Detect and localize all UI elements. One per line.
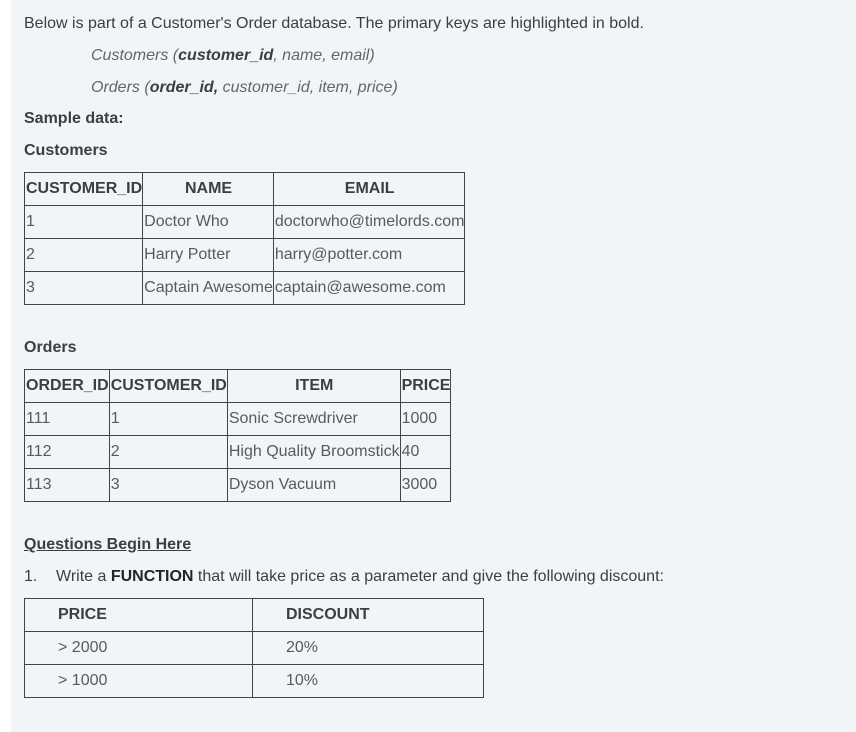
table-cell: captain@awesome.com: [273, 272, 465, 305]
table-row: [25, 632, 484, 665]
question-1: 1. Write a FUNCTION that will take price as a parameter and give the following discount:: [24, 568, 664, 585]
table-cell: 20%: [253, 632, 484, 665]
schema-customers: Customers (customer_id, name, email): [91, 47, 375, 64]
table-cell: 112: [25, 436, 110, 469]
table-cell: 3: [109, 469, 227, 502]
column-header: CUSTOMER_ID: [25, 173, 143, 206]
table-row: [25, 665, 484, 698]
column-header: ORDER_ID: [25, 370, 110, 403]
table-cell: 113: [25, 469, 110, 502]
sample-data-label: Sample data:: [24, 110, 124, 127]
table-row: [25, 403, 451, 436]
table-header-row: [25, 173, 465, 206]
customers-table: [24, 172, 465, 305]
column-header: ITEM: [227, 370, 400, 403]
table-cell: 3: [25, 272, 143, 305]
table-row: [25, 206, 465, 239]
column-header: CUSTOMER_ID: [109, 370, 227, 403]
table-row: [25, 469, 451, 502]
table-cell: 1000: [400, 403, 451, 436]
table-cell: 40: [400, 436, 451, 469]
table-cell: Dyson Vacuum: [227, 469, 400, 502]
schema-orders: Orders (order_id, customer_id, item, price): [91, 79, 398, 96]
table-cell: 1: [109, 403, 227, 436]
column-header: DISCOUNT: [253, 599, 484, 632]
table-row: [25, 436, 451, 469]
intro-text: Below is part of a Customer's Order database. The primary keys are highlighted in bold.: [24, 15, 644, 32]
table-row: [25, 239, 465, 272]
table-cell: 2: [25, 239, 143, 272]
table-cell: 3000: [400, 469, 451, 502]
table-cell: > 2000: [25, 632, 253, 665]
table-cell: Sonic Screwdriver: [227, 403, 400, 436]
table-cell: Captain Awesome: [143, 272, 274, 305]
customers-title: Customers: [24, 142, 108, 159]
question-number: 1.: [24, 568, 38, 585]
table-cell: > 1000: [25, 665, 253, 698]
table-header-row: [25, 370, 451, 403]
questions-heading: Questions Begin Here: [24, 536, 192, 553]
column-header: PRICE: [400, 370, 451, 403]
discount-table: [24, 598, 484, 698]
table-cell: Doctor Who: [143, 206, 274, 239]
table-cell: harry@potter.com: [273, 239, 465, 272]
table-cell: 2: [109, 436, 227, 469]
table-cell: doctorwho@timelords.com: [273, 206, 465, 239]
primary-key: customer_id: [178, 47, 274, 64]
orders-table: [24, 369, 451, 502]
primary-key: order_id,: [149, 79, 219, 96]
table-cell: 10%: [253, 665, 484, 698]
orders-title: Orders: [24, 339, 77, 356]
table-cell: 1: [25, 206, 143, 239]
column-header: NAME: [143, 173, 274, 206]
column-header: PRICE: [25, 599, 253, 632]
table-cell: 111: [25, 403, 110, 436]
table-header-row: [25, 599, 484, 632]
table-cell: Harry Potter: [143, 239, 274, 272]
table-cell: High Quality Broomstick: [227, 436, 400, 469]
column-header: EMAIL: [273, 173, 465, 206]
table-row: [25, 272, 465, 305]
